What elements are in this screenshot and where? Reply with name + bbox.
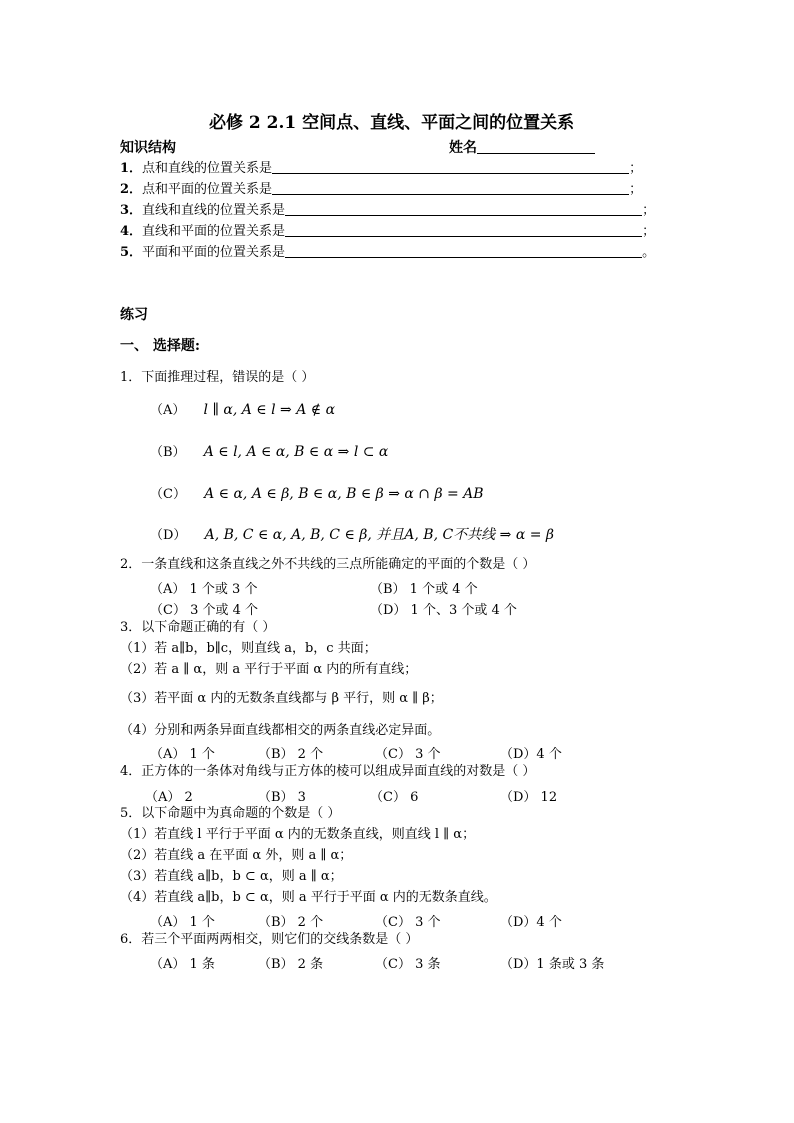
item-end: ； (642, 203, 656, 218)
item-number: 1． (120, 161, 143, 176)
knowledge-item (120, 203, 655, 219)
option-b[interactable]: （B） 1 个或 4 个 (370, 582, 478, 597)
answer-blank[interactable] (272, 161, 629, 174)
item-text: 点和直线的位置关系是 (142, 161, 273, 176)
question-stem: 1．下面推理过程，错误的是（ ） (120, 370, 315, 385)
question-stem: 4．正方体的一条体对角线与正方体的棱可以组成异面直线的对数是（ ） (120, 764, 536, 779)
option-d[interactable] (150, 524, 554, 544)
statement: （3）若直线 a∥b，b ⊂ α，则 a ∥ α； (120, 869, 343, 884)
statement: （2）若直线 a 在平面 α 外，则 a ∥ α； (120, 848, 353, 863)
statement: （2）若 a ∥ α，则 a 平行于平面 α 内的所有直线； (120, 662, 418, 677)
option-d[interactable]: （D） 12 (500, 790, 558, 805)
option-c[interactable]: （C） 3 条 (375, 957, 441, 972)
knowledge-item (120, 182, 642, 198)
math-expression: A ∈ α, A ∈ β, B ∈ α, B ∈ β ⇒ α ∩ β = AB (204, 486, 484, 502)
question-stem: 2．一条直线和这条直线之外不共线的三点所能确定的平面的个数是（ ） (120, 557, 536, 572)
option-b[interactable]: （B） 2 个 (258, 915, 324, 930)
option-label: （D） (150, 528, 187, 543)
option-d[interactable]: （D）1 条或 3 条 (500, 957, 605, 972)
option-label: （A） (150, 403, 186, 418)
statement: （1）若 a∥b，b∥c，则直线 a，b，c 共面； (120, 641, 377, 656)
item-end: 。 (642, 245, 656, 260)
item-number: 2． (120, 182, 143, 197)
item-number: 4． (120, 224, 143, 239)
option-a[interactable]: （A） 1 个或 3 个 (150, 582, 258, 597)
option-b[interactable]: （B） 2 条 (258, 957, 324, 972)
item-end: ； (629, 161, 643, 176)
statement: （4）若直线 a∥b，b ⊂ α，则 a 平行于平面 α 内的无数条直线。 (120, 890, 497, 905)
item-end: ； (642, 224, 656, 239)
section-heading: 一、 选择题: (120, 338, 201, 354)
name-field (449, 140, 595, 156)
name-blank[interactable] (477, 141, 595, 154)
answer-blank[interactable] (272, 182, 629, 195)
option-label: （B） (150, 445, 186, 460)
option-c[interactable]: （C） 6 (370, 790, 419, 805)
item-text: 直线和直线的位置关系是 (142, 203, 286, 218)
answer-blank[interactable] (285, 224, 642, 237)
item-number: 3． (120, 203, 143, 218)
statement: （3）若平面 α 内的无数条直线都与 β 平行，则 α ∥ β； (120, 691, 443, 706)
option-a[interactable] (150, 399, 335, 418)
option-b[interactable]: （B） 3 (258, 790, 306, 805)
item-text: 平面和平面的位置关系是 (142, 245, 286, 260)
knowledge-item (120, 245, 655, 261)
item-text: 点和平面的位置关系是 (142, 182, 273, 197)
option-c[interactable]: （C） 3 个 (375, 747, 441, 762)
answer-blank[interactable] (285, 203, 642, 216)
option-a[interactable]: （A） 2 (145, 790, 193, 805)
page-title: 必修 2 2.1 空间点、直线、平面之间的位置关系 (209, 113, 575, 133)
practice-heading: 练习 (120, 307, 148, 323)
option-c[interactable]: （C） 3 个 (375, 915, 441, 930)
option-a[interactable]: （A） 1 个 (150, 747, 215, 762)
option-b[interactable] (150, 441, 388, 460)
item-number: 5． (120, 245, 143, 260)
math-expression: A, B, C ∈ α, A, B, C ∈ β, 并且A, B, C不共线 ⇒ α = β (204, 527, 554, 543)
knowledge-heading: 知识结构 (120, 140, 176, 156)
option-d[interactable]: （D）4 个 (500, 915, 562, 930)
math-expression: A ∈ l, A ∈ α, B ∈ α ⇒ l ⊂ α (203, 444, 389, 460)
option-label: （C） (150, 487, 186, 502)
option-a[interactable]: （A） 1 条 (150, 957, 215, 972)
math-expression: l ∥ α, A ∈ l ⇒ A ∉ α (203, 402, 336, 418)
option-c[interactable] (150, 483, 484, 502)
item-text: 直线和平面的位置关系是 (142, 224, 286, 239)
option-b[interactable]: （B） 2 个 (258, 747, 324, 762)
question-stem: 3．以下命题正确的有（ ） (120, 620, 276, 635)
option-d[interactable]: （D） 1 个、3 个或 4 个 (370, 603, 517, 618)
statement: （4）分别和两条异面直线都相交的两条直线必定异面。 (120, 723, 441, 738)
question-stem: 6．若三个平面两两相交，则它们的交线条数是（ ） (120, 932, 419, 947)
statement: （1）若直线 l 平行于平面 α 内的无数条直线，则直线 l ∥ α； (120, 827, 476, 842)
knowledge-item (120, 161, 642, 177)
name-label: 姓名 (449, 140, 477, 156)
knowledge-item (120, 224, 655, 240)
item-end: ； (629, 182, 643, 197)
option-a[interactable]: （A） 1 个 (150, 915, 215, 930)
option-d[interactable]: （D）4 个 (500, 747, 562, 762)
option-c[interactable]: （C） 3 个或 4 个 (150, 603, 259, 618)
answer-blank[interactable] (285, 245, 642, 258)
question-stem: 5．以下命题中为真命题的个数是（ ） (120, 806, 341, 821)
